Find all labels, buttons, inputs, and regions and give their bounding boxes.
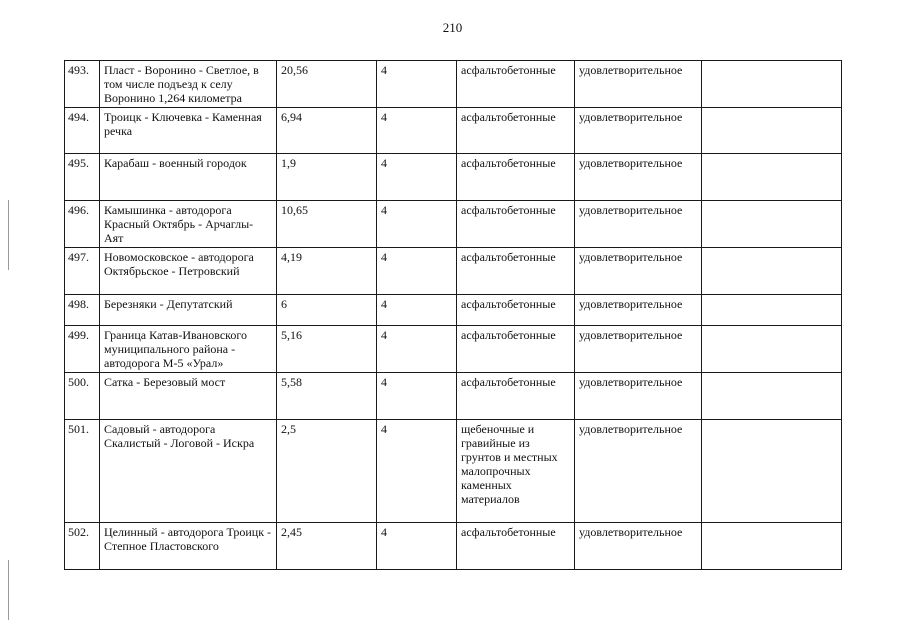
road-name: Граница Катав-Ивановского муниципального района - автодорога М-5 «Урал»	[100, 326, 277, 373]
road-length: 10,65	[277, 201, 377, 248]
row-number: 499.	[65, 326, 100, 373]
road-surface: щебеночные и гравийные из грунтов и местных малопрочных каменных материалов	[457, 420, 575, 523]
road-name: Садовый - автодорога Скалистый - Логовой - Искра	[100, 420, 277, 523]
table-row	[65, 523, 842, 570]
road-category: 4	[377, 326, 457, 373]
road-extra	[702, 248, 842, 295]
row-number: 494.	[65, 108, 100, 154]
road-name: Камышинка - автодорога Красный Октябрь - Арчаглы-Аят	[100, 201, 277, 248]
road-name: Троицк - Ключевка - Каменная речка	[100, 108, 277, 154]
road-length: 2,5	[277, 420, 377, 523]
road-category: 4	[377, 61, 457, 108]
road-length: 1,9	[277, 154, 377, 201]
road-surface: асфальтобетонные	[457, 523, 575, 570]
roads-table	[64, 60, 842, 570]
table-row	[65, 201, 842, 248]
road-length: 20,56	[277, 61, 377, 108]
road-category: 4	[377, 373, 457, 420]
row-number: 496.	[65, 201, 100, 248]
road-category: 4	[377, 201, 457, 248]
road-length: 4,19	[277, 248, 377, 295]
road-name: Сатка - Березовый мост	[100, 373, 277, 420]
road-surface: асфальтобетонные	[457, 326, 575, 373]
road-surface: асфальтобетонные	[457, 108, 575, 154]
road-state: удовлетворительное	[575, 420, 702, 523]
road-extra	[702, 295, 842, 326]
road-category: 4	[377, 420, 457, 523]
table-row	[65, 295, 842, 326]
road-category: 4	[377, 248, 457, 295]
row-number: 493.	[65, 61, 100, 108]
road-surface: асфальтобетонные	[457, 373, 575, 420]
road-extra	[702, 523, 842, 570]
road-category: 4	[377, 523, 457, 570]
road-name: Новомосковское - автодорога Октябрьское - Петровский	[100, 248, 277, 295]
table-row	[65, 373, 842, 420]
road-surface: асфальтобетонные	[457, 61, 575, 108]
road-extra	[702, 420, 842, 523]
table-row	[65, 61, 842, 108]
road-surface: асфальтобетонные	[457, 154, 575, 201]
scan-margin-line	[8, 560, 9, 620]
road-surface: асфальтобетонные	[457, 201, 575, 248]
road-extra	[702, 61, 842, 108]
road-category: 4	[377, 154, 457, 201]
page-number: 210	[442, 20, 463, 35]
road-name: Пласт - Воронино - Светлое, в том числе подъезд к селу Воронино 1,264 километра	[100, 61, 277, 108]
road-length: 6,94	[277, 108, 377, 154]
road-extra	[702, 154, 842, 201]
road-state: удовлетворительное	[575, 61, 702, 108]
row-number: 498.	[65, 295, 100, 326]
road-state: удовлетворительное	[575, 326, 702, 373]
road-state: удовлетворительное	[575, 523, 702, 570]
table-row	[65, 420, 842, 523]
road-length: 2,45	[277, 523, 377, 570]
scan-margin-line	[8, 200, 9, 270]
table-row	[65, 326, 842, 373]
road-state: удовлетворительное	[575, 248, 702, 295]
road-surface: асфальтобетонные	[457, 248, 575, 295]
row-number: 497.	[65, 248, 100, 295]
road-length: 6	[277, 295, 377, 326]
road-length: 5,58	[277, 373, 377, 420]
table-row	[65, 248, 842, 295]
row-number: 501.	[65, 420, 100, 523]
road-extra	[702, 201, 842, 248]
road-name: Карабаш - военный городок	[100, 154, 277, 201]
road-category: 4	[377, 295, 457, 326]
road-state: удовлетворительное	[575, 201, 702, 248]
road-extra	[702, 108, 842, 154]
road-state: удовлетворительное	[575, 295, 702, 326]
row-number: 500.	[65, 373, 100, 420]
road-name: Целинный - автодорога Троицк - Степное Пластовского	[100, 523, 277, 570]
road-length: 5,16	[277, 326, 377, 373]
row-number: 495.	[65, 154, 100, 201]
row-number: 502.	[65, 523, 100, 570]
road-surface: асфальтобетонные	[457, 295, 575, 326]
table-row	[65, 154, 842, 201]
road-extra	[702, 373, 842, 420]
road-state: удовлетворительное	[575, 108, 702, 154]
table-row	[65, 108, 842, 154]
road-category: 4	[377, 108, 457, 154]
road-state: удовлетворительное	[575, 373, 702, 420]
road-state: удовлетворительное	[575, 154, 702, 201]
road-extra	[702, 326, 842, 373]
road-name: Березняки - Депутатский	[100, 295, 277, 326]
